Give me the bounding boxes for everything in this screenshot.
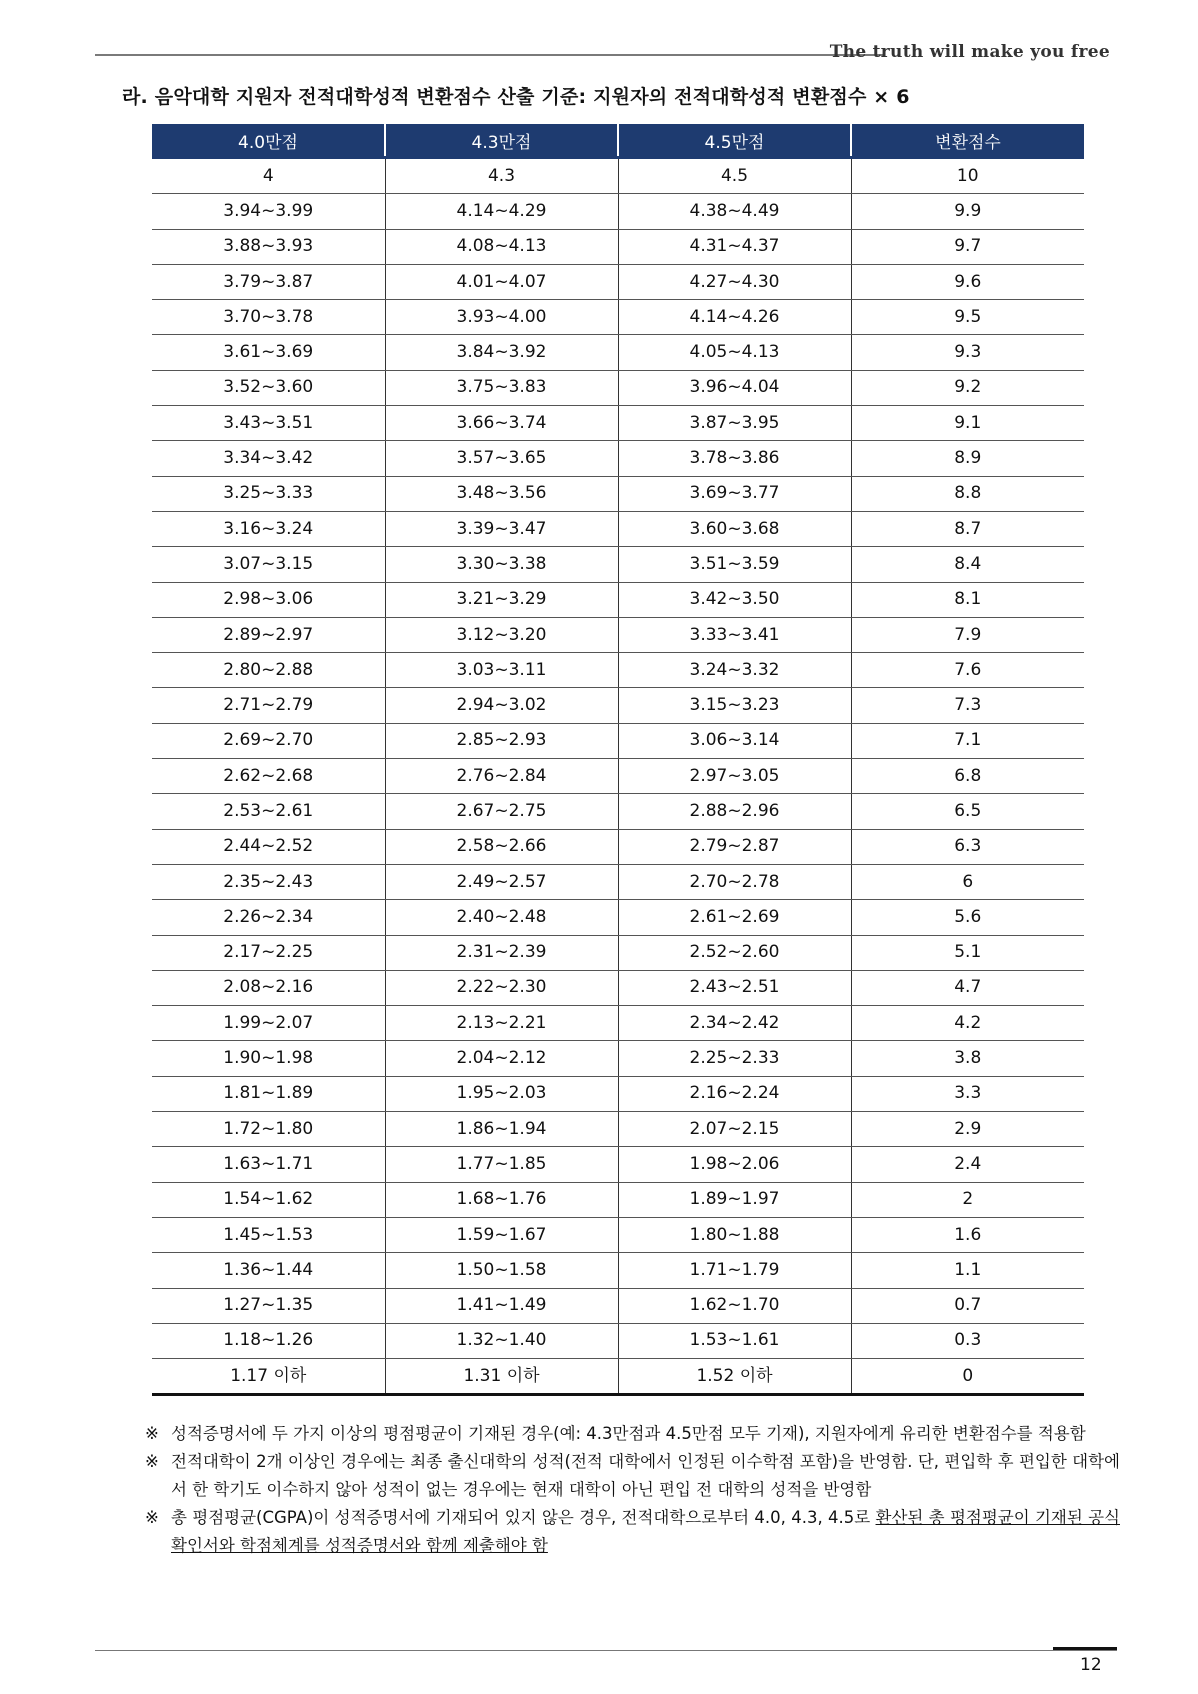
table-cell: 2.88~2.96 bbox=[618, 794, 851, 829]
table-cell: 3.93~4.00 bbox=[385, 300, 618, 335]
table-cell: 1.68~1.76 bbox=[385, 1182, 618, 1217]
table-row bbox=[152, 406, 1084, 441]
table-cell: 9.9 bbox=[851, 194, 1084, 229]
table-body bbox=[152, 158, 1084, 1395]
conversion-score-table bbox=[152, 124, 1084, 1396]
table-cell: 4 bbox=[152, 158, 385, 194]
note-mark: ※ bbox=[145, 1452, 159, 1471]
table-row bbox=[152, 723, 1084, 758]
table-cell: 4.2 bbox=[851, 1006, 1084, 1041]
table-row bbox=[152, 617, 1084, 652]
table-cell: 3.12~3.20 bbox=[385, 617, 618, 652]
header-motto: The truth will make you free bbox=[829, 42, 1110, 62]
table-cell: 1.80~1.88 bbox=[618, 1217, 851, 1252]
note-underlined-text: 환산된 총 평점평균이 기재된 공식 확인서와 학점체계를 성적증명서와 함께 제출해야 함 bbox=[171, 1508, 1120, 1555]
table-cell: 3.57~3.65 bbox=[385, 441, 618, 476]
table-cell: 6 bbox=[851, 864, 1084, 899]
table-cell: 2.08~2.16 bbox=[152, 970, 385, 1005]
table-cell: 7.1 bbox=[851, 723, 1084, 758]
table-cell: 1.90~1.98 bbox=[152, 1041, 385, 1076]
table-cell: 1.17 이하 bbox=[152, 1359, 385, 1395]
table-cell: 4.3 bbox=[385, 158, 618, 194]
table-cell: 8.1 bbox=[851, 582, 1084, 617]
table-cell: 1.6 bbox=[851, 1217, 1084, 1252]
table-cell: 1.81~1.89 bbox=[152, 1076, 385, 1111]
table-row bbox=[152, 264, 1084, 299]
table-cell: 3.94~3.99 bbox=[152, 194, 385, 229]
table-cell: 2.35~2.43 bbox=[152, 864, 385, 899]
table-cell: 5.1 bbox=[851, 935, 1084, 970]
table-cell: 2.79~2.87 bbox=[618, 829, 851, 864]
table-cell: 0.3 bbox=[851, 1323, 1084, 1358]
table-row bbox=[152, 1288, 1084, 1323]
table-cell: 2.71~2.79 bbox=[152, 688, 385, 723]
table-cell: 2.07~2.15 bbox=[618, 1112, 851, 1147]
table-cell: 3.8 bbox=[851, 1041, 1084, 1076]
table-cell: 1.54~1.62 bbox=[152, 1182, 385, 1217]
table-cell: 2.25~2.33 bbox=[618, 1041, 851, 1076]
table-cell: 3.06~3.14 bbox=[618, 723, 851, 758]
footer-rule bbox=[95, 1650, 1117, 1651]
table-cell: 10 bbox=[851, 158, 1084, 194]
table-cell: 0.7 bbox=[851, 1288, 1084, 1323]
table-row bbox=[152, 547, 1084, 582]
table-row bbox=[152, 194, 1084, 229]
table-cell: 3.03~3.11 bbox=[385, 653, 618, 688]
table-cell: 2.58~2.66 bbox=[385, 829, 618, 864]
table-cell: 2.34~2.42 bbox=[618, 1006, 851, 1041]
table-row bbox=[152, 829, 1084, 864]
table-cell: 4.5 bbox=[618, 158, 851, 194]
note-item bbox=[145, 1448, 1120, 1504]
table-cell: 3.79~3.87 bbox=[152, 264, 385, 299]
table-cell: 4.14~4.26 bbox=[618, 300, 851, 335]
table-cell: 9.2 bbox=[851, 370, 1084, 405]
table-cell: 2.13~2.21 bbox=[385, 1006, 618, 1041]
table-cell: 3.96~4.04 bbox=[618, 370, 851, 405]
table-cell: 3.30~3.38 bbox=[385, 547, 618, 582]
table-row bbox=[152, 1006, 1084, 1041]
table-row bbox=[152, 511, 1084, 546]
table-cell: 1.63~1.71 bbox=[152, 1147, 385, 1182]
table-row bbox=[152, 229, 1084, 264]
table-header-row bbox=[152, 124, 1084, 158]
table-cell: 2.4 bbox=[851, 1147, 1084, 1182]
table-cell: 8.7 bbox=[851, 511, 1084, 546]
table-row bbox=[152, 970, 1084, 1005]
table-cell: 2.17~2.25 bbox=[152, 935, 385, 970]
notes-section bbox=[145, 1420, 1120, 1560]
table-cell: 3.24~3.32 bbox=[618, 653, 851, 688]
note-item bbox=[145, 1420, 1120, 1448]
table-cell: 2.52~2.60 bbox=[618, 935, 851, 970]
table-cell: 2.97~3.05 bbox=[618, 759, 851, 794]
table-cell: 2.69~2.70 bbox=[152, 723, 385, 758]
table-cell: 2.70~2.78 bbox=[618, 864, 851, 899]
table-cell: 4.01~4.07 bbox=[385, 264, 618, 299]
note-text: 전적대학이 2개 이상인 경우에는 최종 출신대학의 성적(전적 대학에서 인정된 이수학점 포함)을 반영함. 단, 편입학 후 편입한 대학에서 한 학기도 이수하지 않아 성적이 없는 경우에는 현재 대학이 아닌 편입 전 대학의 성적을 반영함 bbox=[171, 1452, 1120, 1499]
table-cell: 1.86~1.94 bbox=[385, 1112, 618, 1147]
table-cell: 3.48~3.56 bbox=[385, 476, 618, 511]
column-header-converted-score: 변환점수 bbox=[851, 124, 1084, 158]
table-cell: 9.7 bbox=[851, 229, 1084, 264]
table-cell: 9.3 bbox=[851, 335, 1084, 370]
table-row bbox=[152, 1147, 1084, 1182]
table-cell: 3.75~3.83 bbox=[385, 370, 618, 405]
table-row bbox=[152, 864, 1084, 899]
table-cell: 9.5 bbox=[851, 300, 1084, 335]
table-cell: 2.40~2.48 bbox=[385, 900, 618, 935]
column-header-4-3: 4.3만점 bbox=[385, 124, 618, 158]
table-cell: 7.9 bbox=[851, 617, 1084, 652]
table-row bbox=[152, 476, 1084, 511]
table-cell: 1.77~1.85 bbox=[385, 1147, 618, 1182]
table-cell: 2.62~2.68 bbox=[152, 759, 385, 794]
table-cell: 8.8 bbox=[851, 476, 1084, 511]
table-cell: 1.41~1.49 bbox=[385, 1288, 618, 1323]
table-cell: 3.15~3.23 bbox=[618, 688, 851, 723]
table-row bbox=[152, 1182, 1084, 1217]
table-row bbox=[152, 582, 1084, 617]
table-cell: 2.80~2.88 bbox=[152, 653, 385, 688]
table-cell: 3.66~3.74 bbox=[385, 406, 618, 441]
note-text: 총 평점평균(CGPA)이 성적증명서에 기재되어 있지 않은 경우, 전적대학으로부터 4.0, 4.3, 4.5로 bbox=[171, 1508, 876, 1527]
table-cell: 1.52 이하 bbox=[618, 1359, 851, 1395]
table-cell: 3.21~3.29 bbox=[385, 582, 618, 617]
table-cell: 3.69~3.77 bbox=[618, 476, 851, 511]
table-row bbox=[152, 900, 1084, 935]
table-cell: 3.16~3.24 bbox=[152, 511, 385, 546]
table-cell: 2.49~2.57 bbox=[385, 864, 618, 899]
table-cell: 3.43~3.51 bbox=[152, 406, 385, 441]
table-cell: 0 bbox=[851, 1359, 1084, 1395]
table-cell: 2.76~2.84 bbox=[385, 759, 618, 794]
table-row bbox=[152, 935, 1084, 970]
table-cell: 7.6 bbox=[851, 653, 1084, 688]
table-cell: 6.8 bbox=[851, 759, 1084, 794]
table-row bbox=[152, 794, 1084, 829]
table-cell: 4.14~4.29 bbox=[385, 194, 618, 229]
table-row bbox=[152, 158, 1084, 194]
table-cell: 2.26~2.34 bbox=[152, 900, 385, 935]
table-cell: 3.07~3.15 bbox=[152, 547, 385, 582]
table-cell: 3.87~3.95 bbox=[618, 406, 851, 441]
table-cell: 2.61~2.69 bbox=[618, 900, 851, 935]
table-row bbox=[152, 441, 1084, 476]
footer-accent-bar bbox=[1053, 1647, 1117, 1650]
table-cell: 1.1 bbox=[851, 1253, 1084, 1288]
table-row bbox=[152, 653, 1084, 688]
note-mark: ※ bbox=[145, 1424, 159, 1443]
table-cell: 2.9 bbox=[851, 1112, 1084, 1147]
table-cell: 8.9 bbox=[851, 441, 1084, 476]
table-cell: 1.18~1.26 bbox=[152, 1323, 385, 1358]
table-cell: 1.99~2.07 bbox=[152, 1006, 385, 1041]
table-cell: 2.22~2.30 bbox=[385, 970, 618, 1005]
table-cell: 3.25~3.33 bbox=[152, 476, 385, 511]
note-mark: ※ bbox=[145, 1508, 159, 1527]
table-row bbox=[152, 1041, 1084, 1076]
table-cell: 4.27~4.30 bbox=[618, 264, 851, 299]
table-cell: 2.94~3.02 bbox=[385, 688, 618, 723]
header-rule bbox=[95, 54, 885, 56]
table-cell: 1.95~2.03 bbox=[385, 1076, 618, 1111]
table-cell: 4.31~4.37 bbox=[618, 229, 851, 264]
table-cell: 4.7 bbox=[851, 970, 1084, 1005]
table-cell: 1.62~1.70 bbox=[618, 1288, 851, 1323]
table-row bbox=[152, 1253, 1084, 1288]
table-row bbox=[152, 1112, 1084, 1147]
table-cell: 2.04~2.12 bbox=[385, 1041, 618, 1076]
table-cell: 3.33~3.41 bbox=[618, 617, 851, 652]
table-cell: 2.98~3.06 bbox=[152, 582, 385, 617]
table-cell: 3.51~3.59 bbox=[618, 547, 851, 582]
table-row bbox=[152, 1076, 1084, 1111]
table-cell: 3.60~3.68 bbox=[618, 511, 851, 546]
table-row bbox=[152, 335, 1084, 370]
table-cell: 9.6 bbox=[851, 264, 1084, 299]
table-cell: 2.31~2.39 bbox=[385, 935, 618, 970]
table-row bbox=[152, 1217, 1084, 1252]
table-cell: 6.3 bbox=[851, 829, 1084, 864]
column-header-4-0: 4.0만점 bbox=[152, 124, 385, 158]
table-cell: 2.85~2.93 bbox=[385, 723, 618, 758]
table-cell: 1.59~1.67 bbox=[385, 1217, 618, 1252]
table-cell: 3.3 bbox=[851, 1076, 1084, 1111]
table-cell: 1.31 이하 bbox=[385, 1359, 618, 1395]
table-cell: 1.72~1.80 bbox=[152, 1112, 385, 1147]
table-cell: 2.89~2.97 bbox=[152, 617, 385, 652]
table-cell: 1.53~1.61 bbox=[618, 1323, 851, 1358]
table-row bbox=[152, 1323, 1084, 1358]
table-row bbox=[152, 759, 1084, 794]
table-cell: 1.50~1.58 bbox=[385, 1253, 618, 1288]
table-cell: 3.84~3.92 bbox=[385, 335, 618, 370]
table-cell: 4.08~4.13 bbox=[385, 229, 618, 264]
table-cell: 2.44~2.52 bbox=[152, 829, 385, 864]
table-cell: 6.5 bbox=[851, 794, 1084, 829]
column-header-4-5: 4.5만점 bbox=[618, 124, 851, 158]
note-text: 성적증명서에 두 가지 이상의 평점평균이 기재된 경우(예: 4.3만점과 4.5만점 모두 기재), 지원자에게 유리한 변환점수를 적용함 bbox=[171, 1424, 1086, 1443]
table-cell: 3.52~3.60 bbox=[152, 370, 385, 405]
table-cell: 5.6 bbox=[851, 900, 1084, 935]
table-cell: 4.05~4.13 bbox=[618, 335, 851, 370]
table-cell: 4.38~4.49 bbox=[618, 194, 851, 229]
table-row bbox=[152, 370, 1084, 405]
table-cell: 1.71~1.79 bbox=[618, 1253, 851, 1288]
table-row bbox=[152, 300, 1084, 335]
table-cell: 1.89~1.97 bbox=[618, 1182, 851, 1217]
table-cell: 2 bbox=[851, 1182, 1084, 1217]
table-cell: 3.70~3.78 bbox=[152, 300, 385, 335]
table-cell: 3.34~3.42 bbox=[152, 441, 385, 476]
table-cell: 3.42~3.50 bbox=[618, 582, 851, 617]
table-cell: 1.27~1.35 bbox=[152, 1288, 385, 1323]
table-cell: 2.53~2.61 bbox=[152, 794, 385, 829]
table-cell: 1.36~1.44 bbox=[152, 1253, 385, 1288]
table-cell: 1.32~1.40 bbox=[385, 1323, 618, 1358]
table-row bbox=[152, 1359, 1084, 1395]
table-cell: 7.3 bbox=[851, 688, 1084, 723]
table-cell: 3.39~3.47 bbox=[385, 511, 618, 546]
table-row bbox=[152, 688, 1084, 723]
note-item bbox=[145, 1504, 1120, 1560]
table-cell: 8.4 bbox=[851, 547, 1084, 582]
table-cell: 2.67~2.75 bbox=[385, 794, 618, 829]
table-cell: 3.61~3.69 bbox=[152, 335, 385, 370]
table-cell: 9.1 bbox=[851, 406, 1084, 441]
table-cell: 1.98~2.06 bbox=[618, 1147, 851, 1182]
table-cell: 1.45~1.53 bbox=[152, 1217, 385, 1252]
section-title: 라. 음악대학 지원자 전적대학성적 변환점수 산출 기준: 지원자의 전적대학성적 변환점수 × 6 bbox=[122, 86, 910, 108]
page-number: 12 bbox=[1080, 1655, 1102, 1675]
table-cell: 3.88~3.93 bbox=[152, 229, 385, 264]
table-cell: 3.78~3.86 bbox=[618, 441, 851, 476]
table-cell: 2.43~2.51 bbox=[618, 970, 851, 1005]
table-cell: 2.16~2.24 bbox=[618, 1076, 851, 1111]
